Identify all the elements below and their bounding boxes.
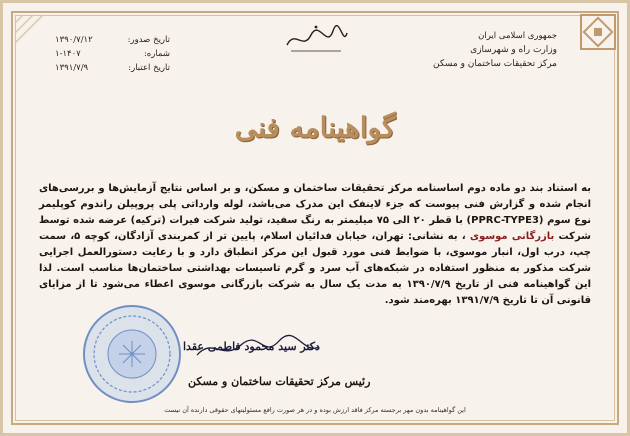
signatory-title: رئیس مرکز تحقیقات ساختمان و مسکن bbox=[188, 375, 371, 388]
certificate-number: ۱-۱۴۰۷ bbox=[55, 49, 81, 59]
number-label: شماره: bbox=[143, 49, 170, 59]
issue-date-label: تاریخ صدور: bbox=[127, 35, 170, 45]
org-line-3: مرکز تحقیقات ساختمان و مسکن bbox=[433, 59, 557, 69]
signatory-name: دکتر سید محمود فاطمی عقدا bbox=[183, 340, 320, 353]
validity-label: تاریخ اعتبار: bbox=[128, 63, 170, 73]
page-title: گواهینامه فنی bbox=[234, 111, 396, 144]
validity-date: ۱۳۹۱/۷/۹ bbox=[55, 63, 89, 73]
body-paragraph-2: ، به نشانی: تهران، خیابان فدائیان اسلام، پایین تر از کمربندی آزادگان، کوچه ۵، سمت چپ، درب اول، انبار موسوی، با ضوابط فنی مورد قبول این مرکز انطباق دارد و با رعایت دستورالعمل اجرایی شرکت مذکور به منظور استفاده در شبکه‌های آب سرد و گرم تاسیسات بهداشتی ساختمان‌ها مناسب است. لذا این گواهینامه فنی از تاریخ ۱۳۹۰/۷/۹ به مدت یک سال به شرکت بازرگانی موسوی اعطاء می‌شود تا از مزایای قانونی آن تا تاریخ ۱۳۹۱/۷/۹ بهره‌مند شود. bbox=[39, 231, 591, 306]
organization-header bbox=[433, 29, 557, 71]
ornament-corner-icon bbox=[579, 13, 617, 51]
calligraphy-emblem-icon bbox=[281, 21, 351, 57]
certificate-meta bbox=[55, 33, 170, 75]
official-seal-icon bbox=[81, 303, 183, 405]
footnote: این گواهینامه بدون مهر برجسته مرکز فاقد ارزش بوده و در هر صورت رافع مسئولیتهای حقوقی دارنده آن نیست bbox=[164, 406, 466, 414]
ornament-corner-icon bbox=[13, 13, 51, 51]
company-name: بازرگانی موسوی bbox=[469, 231, 555, 242]
org-line-1: جمهوری اسلامی ایران bbox=[478, 31, 557, 41]
certificate-body bbox=[39, 181, 591, 309]
body-paragraph-1: به استناد بند دو ماده دوم اساسنامه مرکز تحقیقات ساختمان و مسکن، و بر اساس نتایج آزمایش‌ها و بررسی‌های انجام شده و گزارش فنی پیوست که جزء لاینفک این مدرک می‌باشد، لوله وارداتی پلی پروپیلن راندوم کوپلیمر نوع سوم (PPRC-TYPE3) با قطر ۲۰ الی ۷۵ میلیمتر به رنگ سفید، تولید شرکت فیرات (ترکیه) عرضه شده توسط شرکت bbox=[39, 183, 592, 242]
org-line-2: وزارت راه و شهرسازی bbox=[470, 45, 557, 55]
issue-date: ۱۳۹۰/۷/۱۲ bbox=[55, 35, 93, 45]
